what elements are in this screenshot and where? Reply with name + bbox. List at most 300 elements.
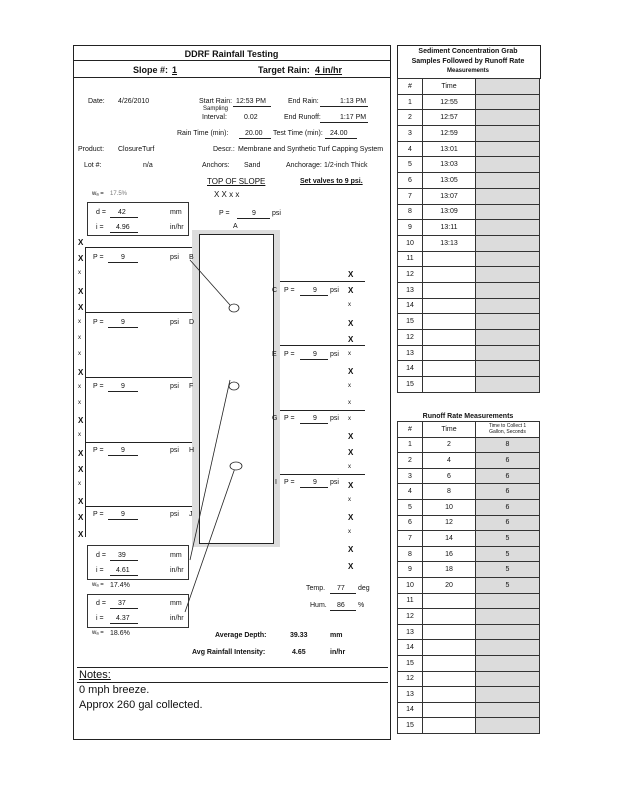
slope-mark: X — [348, 334, 354, 344]
runoff-row — [398, 624, 540, 640]
runoff-row — [398, 577, 540, 593]
slope-value: 1 — [172, 65, 178, 75]
valve-f-value: 9 — [121, 383, 125, 390]
runoff-row-seconds: 5 — [476, 546, 540, 562]
sediment-row — [398, 377, 540, 393]
slope-mark: X — [348, 270, 354, 279]
bottom-gauge-d-label: d = — [96, 600, 106, 607]
slope-mark: x — [78, 432, 81, 439]
runoff-row-time: 10 — [423, 499, 476, 515]
sediment-row-blank — [476, 110, 540, 126]
runoff-row-num: 14 — [398, 702, 423, 718]
bottom-gauge-w-value: 18.6% — [110, 630, 130, 637]
sediment-row-blank — [476, 94, 540, 110]
sediment-row-num: 5 — [398, 157, 423, 173]
valve-j-unit: psi — [170, 511, 179, 518]
target-rain-label: Target Rain: — [258, 65, 310, 75]
slope-mark: x — [348, 351, 351, 357]
sediment-row — [398, 235, 540, 251]
valve-i-letter: I — [275, 479, 277, 486]
avg-intensity-label: Avg Rainfall Intensity: — [192, 649, 266, 656]
valve-f-p-label: P = — [93, 383, 104, 390]
product-label: Product: — [78, 146, 105, 153]
sediment-row-time — [423, 345, 476, 361]
valve-j-p-label: P = — [93, 511, 104, 518]
slope-mark: x — [348, 415, 351, 422]
sediment-row-blank — [476, 282, 540, 298]
humidity-label: Hum. — [310, 602, 327, 609]
slope-mark: X — [78, 448, 84, 458]
bottom-gauge-i-label: i = — [96, 615, 104, 622]
date-label: Date: — [88, 98, 105, 105]
valve-b-value: 9 — [121, 254, 125, 261]
mid-gauge-w-label: wₐ = — [92, 582, 104, 588]
sediment-title-3: Measurements — [446, 68, 490, 74]
valve-b-unit: psi — [170, 254, 179, 261]
runoff-row-num: 13 — [398, 687, 423, 703]
end-rain-label: End Rain: — [288, 98, 319, 105]
slope-mark: x — [78, 383, 81, 390]
valve-h-value: 9 — [121, 447, 125, 454]
sediment-row-blank — [476, 220, 540, 236]
slope-mark: X — [348, 480, 354, 490]
top-gauge-d-value: 42 — [118, 209, 126, 216]
slope-mark: X — [78, 254, 84, 264]
notes-heading: Notes: — [79, 669, 111, 681]
top-gauge-i-label: i = — [96, 224, 104, 231]
sediment-row-num: 15 — [398, 377, 423, 393]
valve-c-unit: psi — [330, 287, 339, 294]
runoff-row-num: 10 — [398, 577, 423, 593]
anchors-value: Sand — [244, 162, 261, 169]
sediment-row — [398, 330, 540, 346]
runoff-row-seconds — [476, 624, 540, 640]
sediment-row — [398, 361, 540, 377]
runoff-row — [398, 593, 540, 609]
runoff-row — [398, 718, 540, 734]
runoff-row — [398, 687, 540, 703]
slope-mark: X — [78, 497, 84, 507]
valve-i-unit: psi — [330, 479, 339, 486]
sediment-row — [398, 126, 540, 142]
valve-e-unit: psi — [330, 351, 339, 358]
avg-intensity-unit: in/hr — [330, 649, 346, 656]
runoff-row-seconds: 6 — [476, 468, 540, 484]
runoff-row — [398, 515, 540, 531]
sediment-row-num: 11 — [398, 251, 423, 267]
runoff-row-time: 16 — [423, 546, 476, 562]
runoff-row-num: 9 — [398, 562, 423, 578]
avg-intensity-value: 4.65 — [292, 649, 306, 656]
slope-mark: x — [348, 464, 351, 471]
sediment-row — [398, 204, 540, 220]
slope-mark: X — [78, 416, 84, 426]
slope-mark: x — [348, 529, 351, 536]
runoff-row-time — [423, 718, 476, 734]
sediment-title-2: Samples Followed by Runoff Rate — [411, 58, 525, 65]
test-time-value: 24.00 — [330, 130, 348, 137]
runoff-row-num: 14 — [398, 640, 423, 656]
runoff-row-num: 15 — [398, 718, 423, 734]
valve-a-letter: A — [233, 223, 238, 230]
slope-mark: x — [348, 302, 351, 309]
valve-d-letter: D — [189, 319, 195, 326]
valve-f-letter: F — [189, 383, 194, 390]
runoff-col-collect-2: Gallon, Seconds — [489, 429, 526, 436]
runoff-row-time: 12 — [423, 515, 476, 531]
slope-label: Slope #: — [133, 65, 169, 75]
top-gauge-d-unit: mm — [170, 209, 182, 216]
sediment-row — [398, 110, 540, 126]
sediment-row — [398, 157, 540, 173]
sediment-row-blank — [476, 377, 540, 393]
runoff-row — [398, 562, 540, 578]
valve-d-value: 9 — [121, 319, 125, 326]
runoff-row-time — [423, 624, 476, 640]
runoff-row-time: 2 — [423, 437, 476, 453]
sediment-row-time — [423, 330, 476, 346]
runoff-row-num: 11 — [398, 593, 423, 609]
slope-mark: X — [348, 448, 354, 458]
runoff-row-num: 6 — [398, 515, 423, 531]
runoff-row-time — [423, 609, 476, 625]
sediment-row-num: 10 — [398, 235, 423, 251]
sediment-row-num: 3 — [398, 126, 423, 142]
sediment-row — [398, 282, 540, 298]
sediment-row-blank — [476, 141, 540, 157]
runoff-col-collect-1: Time to Collect 1 — [488, 423, 527, 430]
sediment-row-blank — [476, 330, 540, 346]
valve-e-value: 9 — [313, 351, 317, 358]
mid-gauge-box — [87, 545, 189, 580]
sediment-row-time — [423, 251, 476, 267]
sediment-row-time: 12:57 — [423, 110, 476, 126]
slope-mark: X — [78, 238, 84, 247]
runoff-row-seconds: 5 — [476, 562, 540, 578]
sediment-row-time: 13:03 — [423, 157, 476, 173]
sediment-row — [398, 220, 540, 236]
sediment-row-blank — [476, 173, 540, 189]
runoff-row-seconds: 5 — [476, 531, 540, 547]
sediment-row-time: 13:13 — [423, 235, 476, 251]
runoff-row-seconds — [476, 593, 540, 609]
runoff-row-num: 13 — [398, 624, 423, 640]
valve-i-p-label: P = — [284, 479, 295, 486]
runoff-row-time: 18 — [423, 562, 476, 578]
sediment-row-time — [423, 361, 476, 377]
runoff-row-num: 4 — [398, 484, 423, 500]
slope-mark: X — [78, 286, 84, 296]
sediment-row-num: 12 — [398, 267, 423, 283]
sediment-row-blank — [476, 204, 540, 220]
mid-gauge-i-label: i = — [96, 567, 104, 574]
runoff-col-time: Time — [423, 422, 476, 438]
runoff-row-time: 4 — [423, 453, 476, 469]
sediment-row-num: 8 — [398, 204, 423, 220]
slope-mark: X — [78, 367, 84, 377]
top-gauge-w-value: 17.5% — [110, 191, 128, 197]
connector-line — [190, 260, 230, 305]
sediment-row-blank — [476, 314, 540, 330]
valve-a-p-label: P = — [219, 210, 230, 217]
top-gauge-i-unit: in/hr — [170, 224, 184, 231]
mid-gauge-d-unit: mm — [170, 552, 182, 559]
bottom-gauge-i-value: 4.37 — [116, 615, 130, 622]
sediment-row-num: 1 — [398, 94, 423, 110]
slope-mark: x — [348, 496, 351, 503]
sediment-row-num: 7 — [398, 188, 423, 204]
runoff-row-num: 7 — [398, 531, 423, 547]
end-rain-value: 1:13 PM — [340, 98, 367, 105]
slope-mark: x — [78, 481, 81, 487]
avg-depth-label: Average Depth: — [215, 632, 267, 639]
lot-label: Lot #: — [84, 162, 102, 169]
top-gauge-i-value: 4.96 — [116, 224, 130, 231]
sediment-row-num: 4 — [398, 141, 423, 157]
sediment-row — [398, 345, 540, 361]
runoff-row-num: 3 — [398, 468, 423, 484]
humidity-unit: % — [358, 602, 365, 609]
valve-d-p-label: P = — [93, 319, 104, 326]
test-time-label: Test Time (min): — [273, 130, 323, 137]
slope-mark: x — [78, 335, 81, 342]
valve-a-unit: psi — [272, 210, 281, 217]
sediment-row-blank — [476, 126, 540, 142]
top-gauge-w-label: wₐ = — [92, 191, 104, 197]
runoff-row — [398, 609, 540, 625]
valve-h-p-label: P = — [93, 447, 104, 454]
sediment-col-num: # — [398, 79, 423, 95]
valve-e-letter: E — [272, 351, 277, 358]
start-rain-label: Start Rain: — [199, 98, 233, 105]
notes-line-2: Approx 260 gal collected. — [79, 699, 203, 711]
valve-d-unit: psi — [170, 319, 179, 326]
runoff-row-seconds: 8 — [476, 437, 540, 453]
sediment-row — [398, 188, 540, 204]
runoff-row-seconds: 6 — [476, 484, 540, 500]
sediment-row — [398, 141, 540, 157]
slope-mark: X — [78, 529, 84, 539]
humidity-value: 86 — [337, 602, 345, 609]
slope-mark: X — [78, 302, 84, 312]
connector-line — [185, 468, 235, 612]
runoff-row-seconds — [476, 671, 540, 687]
sediment-row-blank — [476, 361, 540, 377]
slope-mark: X — [348, 545, 354, 555]
runoff-row — [398, 640, 540, 656]
valve-b-letter: B — [189, 254, 194, 261]
sediment-row-time — [423, 267, 476, 283]
target-rain-value: 4 in/hr — [315, 65, 343, 75]
avg-depth-value: 39.33 — [290, 632, 308, 639]
temp-label: Temp. — [306, 585, 326, 592]
sediment-row-time: 13:05 — [423, 173, 476, 189]
bottom-gauge-d-value: 37 — [118, 600, 126, 607]
sediment-row-blank — [476, 267, 540, 283]
runoff-row — [398, 702, 540, 718]
runoff-row — [398, 546, 540, 562]
start-rain-value: 12:53 PM — [236, 98, 266, 105]
rain-time-label: Rain Time (min): — [177, 130, 229, 137]
valve-b-p-label: P = — [93, 254, 104, 261]
runoff-row-seconds: 6 — [476, 515, 540, 531]
sediment-row-blank — [476, 188, 540, 204]
valve-e-p-label: P = — [284, 351, 295, 358]
sediment-row-blank — [476, 251, 540, 267]
slope-mark: x — [78, 319, 81, 325]
runoff-title: Runoff Rate Measurements — [422, 413, 514, 420]
avg-depth-unit: mm — [330, 632, 343, 639]
sediment-row-time: 13:11 — [423, 220, 476, 236]
sediment-row-blank — [476, 157, 540, 173]
bottom-gauge-i-unit: in/hr — [170, 615, 184, 622]
sampling-label: Sampling — [203, 106, 229, 112]
anchorage-value: 1/2-inch Thick — [324, 162, 368, 169]
sediment-row-num: 13 — [398, 345, 423, 361]
runoff-row-time: 8 — [423, 484, 476, 500]
runoff-row-num: 2 — [398, 453, 423, 469]
slope-mark: X — [78, 464, 84, 474]
interval-label: Interval: — [202, 114, 227, 121]
valve-g-letter: G — [272, 415, 278, 422]
runoff-row — [398, 453, 540, 469]
sediment-row-time: 13:01 — [423, 141, 476, 157]
sediment-row-num: 2 — [398, 110, 423, 126]
valve-a-value: 9 — [252, 210, 256, 217]
sediment-row-time: 13:09 — [423, 204, 476, 220]
sediment-row-num: 13 — [398, 282, 423, 298]
valve-j-value: 9 — [121, 511, 125, 518]
rain-time-value: 20.00 — [245, 130, 263, 137]
bottom-gauge-w-label: wₐ = — [92, 630, 104, 636]
valve-c-value: 9 — [313, 287, 317, 294]
valve-h-letter: H — [189, 447, 195, 454]
mid-gauge-d-label: d = — [96, 552, 106, 559]
sediment-row-blank — [476, 345, 540, 361]
runoff-row-seconds: 6 — [476, 499, 540, 515]
runoff-row — [398, 468, 540, 484]
top-of-slope: TOP OF SLOPE — [207, 177, 266, 186]
runoff-row-seconds — [476, 640, 540, 656]
slope-mark: x — [78, 270, 81, 277]
mid-gauge-i-unit: in/hr — [170, 567, 184, 574]
mid-gauge-d-value: 39 — [118, 552, 126, 559]
slope-mark: x — [78, 351, 81, 358]
sediment-row-blank — [476, 298, 540, 314]
anchors-label: Anchors: — [202, 162, 230, 169]
lot-value: n/a — [143, 162, 153, 169]
runoff-row-time — [423, 702, 476, 718]
sediment-row — [398, 314, 540, 330]
runoff-row-num: 1 — [398, 437, 423, 453]
end-runoff-value: 1:17 PM — [340, 114, 367, 121]
sediment-row-num: 15 — [398, 314, 423, 330]
valve-g-unit: psi — [330, 415, 339, 422]
sediment-row-time: 12:55 — [423, 94, 476, 110]
form-title: DDRF Rainfall Testing — [184, 49, 279, 59]
sediment-row-time — [423, 377, 476, 393]
runoff-table — [397, 421, 540, 734]
runoff-row-time — [423, 593, 476, 609]
runoff-col-collect — [476, 422, 540, 438]
slope-mark: X — [348, 513, 354, 522]
runoff-row-time — [423, 655, 476, 671]
runoff-row-num: 8 — [398, 546, 423, 562]
slope-mark: X — [348, 432, 354, 441]
runoff-row-time — [423, 640, 476, 656]
sampler-gauge — [229, 382, 239, 390]
slope-mark: X — [78, 513, 84, 523]
runoff-row — [398, 655, 540, 671]
sediment-row — [398, 298, 540, 314]
bottom-gauge-d-unit: mm — [170, 600, 182, 607]
runoff-row — [398, 531, 540, 547]
sediment-row-time — [423, 314, 476, 330]
valve-g-p-label: P = — [284, 415, 295, 422]
slope-mark: X — [348, 318, 354, 328]
slope-mark: x — [348, 399, 351, 406]
sediment-row-time: 12:59 — [423, 126, 476, 142]
sediment-row-num: 14 — [398, 361, 423, 377]
runoff-row-num: 12 — [398, 671, 423, 687]
valve-g-value: 9 — [313, 415, 317, 422]
descr-label: Descr.: — [213, 146, 235, 153]
sampler-diagram — [180, 240, 270, 620]
runoff-row-seconds — [476, 655, 540, 671]
valve-i-value: 9 — [313, 479, 317, 486]
runoff-row-seconds — [476, 718, 540, 734]
sediment-row — [398, 173, 540, 189]
runoff-row — [398, 671, 540, 687]
temp-unit: deg — [358, 585, 370, 592]
valve-c-letter: C — [272, 287, 278, 294]
runoff-row-num: 15 — [398, 655, 423, 671]
interval-value: 0.02 — [244, 114, 258, 121]
slope-mark: x — [348, 383, 351, 390]
runoff-row — [398, 499, 540, 515]
sediment-col-time: Time — [423, 79, 476, 95]
valve-c-p-label: P = — [284, 287, 295, 294]
runoff-col-num: # — [398, 422, 423, 438]
top-marks: X X x x — [214, 190, 240, 199]
sediment-row-num: 9 — [398, 220, 423, 236]
runoff-row-time: 6 — [423, 468, 476, 484]
end-runoff-label: End Runoff: — [284, 114, 321, 121]
sampler-gauge — [229, 304, 239, 312]
sampler-gauge — [230, 462, 242, 470]
valve-j-letter: J — [189, 511, 193, 518]
runoff-row-seconds — [476, 702, 540, 718]
valve-h-unit: psi — [170, 447, 179, 454]
runoff-row-seconds — [476, 687, 540, 703]
notes-line-1: 0 mph breeze. — [79, 684, 150, 696]
slope-mark: X — [348, 561, 354, 571]
runoff-row-time — [423, 687, 476, 703]
sediment-row-blank — [476, 235, 540, 251]
sediment-table — [397, 78, 540, 393]
sediment-row — [398, 267, 540, 283]
sediment-row-num: 6 — [398, 173, 423, 189]
mid-gauge-w-value: 17.4% — [110, 582, 130, 589]
set-valves-note: Set valves to 9 psi. — [300, 178, 363, 185]
sediment-title-1: Sediment Concentration Grab — [418, 48, 518, 55]
runoff-row-num: 12 — [398, 609, 423, 625]
descr-value: Membrane and Synthetic Turf Capping System — [238, 146, 384, 153]
product-value: ClosureTurf — [118, 146, 155, 153]
anchorage-label: Anchorage: — [286, 162, 322, 169]
runoff-row-seconds — [476, 609, 540, 625]
sediment-row — [398, 94, 540, 110]
